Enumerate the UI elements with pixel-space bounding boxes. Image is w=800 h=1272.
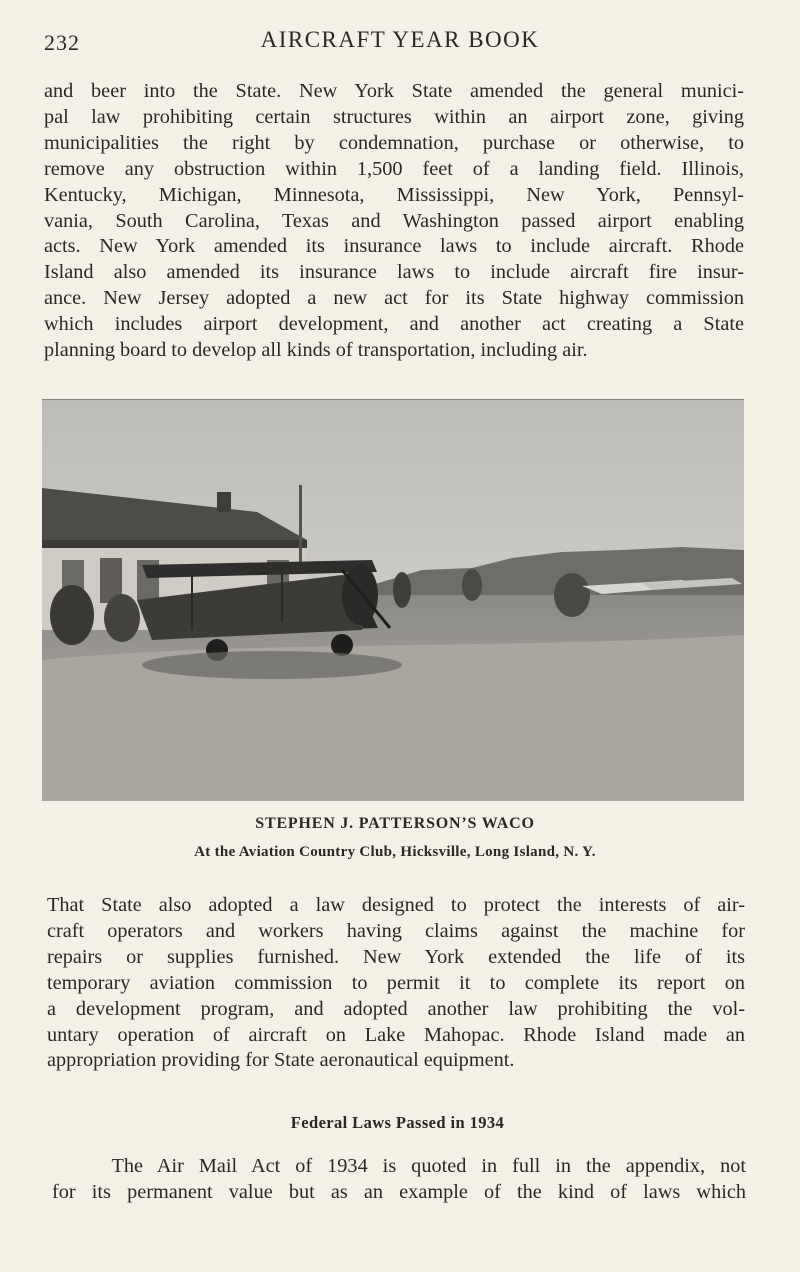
text-line: Island also amended its insurance laws to include aircraft fire insur- [44,261,744,284]
text-line: for its permanent value but as an example of the kind of laws which [52,1180,746,1203]
text-line: municipalities the right by condemnation, purchase or otherwise, to [44,131,744,154]
text-line: which includes airport development, and another act creating a State [44,313,744,336]
text-line: untary operation of aircraft on Lake Mahopac. Rhode Island made an [47,1023,745,1046]
text-line: pal law prohibiting certain structures within an airport zone, giving [44,105,744,128]
text-line: ance. New Jersey adopted a new act for its State highway commission [44,287,744,310]
text-line: vania, South Carolina, Texas and Washington passed airport enabling [44,209,744,232]
running-title: AIRCRAFT YEAR BOOK [260,27,540,52]
text-line: That State also adopted a law designed to protect the interests of air- [47,894,745,916]
section-heading: Federal Laws Passed in 1934 [290,1113,505,1132]
body-paragraph [52,1154,746,1206]
text-line: acts. New York amended its insurance laws to include aircraft. Rhode [44,235,744,258]
text-line: appropriation providing for State aeronautical equipment. [47,1049,515,1072]
text-line: planning board to develop all kinds of transportation, including air. [44,339,588,362]
text-line: a development program, and adopted another law prohibiting the vol- [47,997,745,1020]
body-paragraph [47,893,745,1074]
figure-caption-title: STEPHEN J. PATTERSON’S WACO [255,815,535,832]
body-paragraph [44,79,744,364]
text-line: temporary aviation commission to permit it to complete its report on [47,971,745,994]
text-line: Kentucky, Michigan, Minnesota, Mississippi, New York, Pennsyl- [44,183,744,206]
figure-caption-subtitle: At the Aviation Country Club, Hicksville, Long Island, N. Y. [194,844,596,860]
text-line: remove any obstruction within 1,500 feet of a landing field. Illinois, [44,157,744,180]
text-line: repairs or supplies furnished. New York extended the life of its [47,945,745,968]
text-line: The Air Mail Act of 1934 is quoted in full in the appendix, not [52,1155,746,1177]
airplane-photograph [42,399,744,801]
text-line: and beer into the State. New York State amended the general munici- [44,80,744,102]
text-line: craft operators and workers having claims against the machine for [47,919,745,942]
page-number: 232 [44,30,80,55]
